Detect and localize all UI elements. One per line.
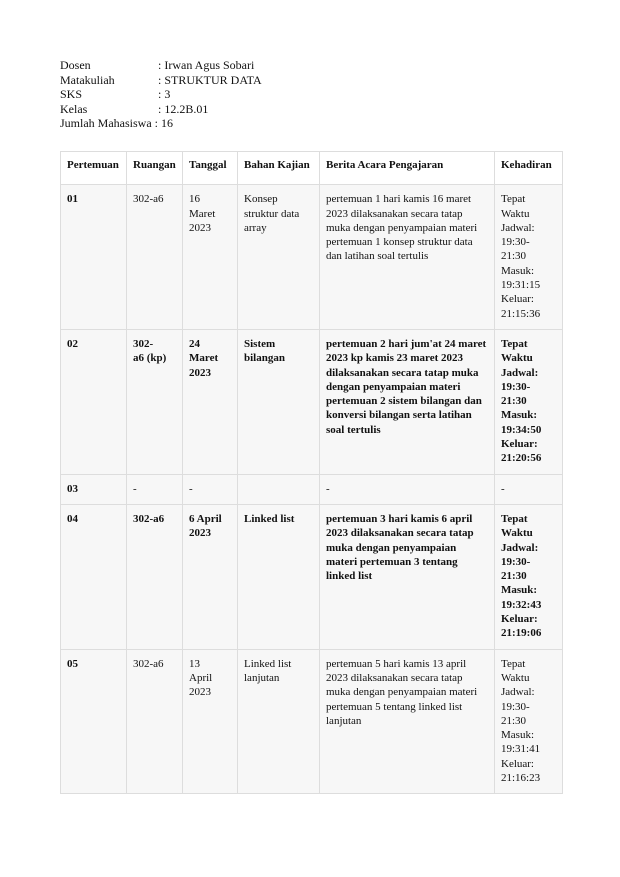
cell-ruangan: 302-a6 — [127, 185, 183, 330]
header-row-kelas — [60, 102, 262, 117]
cell-tanggal: 16 Maret 2023 — [183, 185, 238, 330]
header-separator: : — [154, 116, 158, 130]
cell-berita-acara: pertemuan 5 hari kamis 13 april 2023 dilaksanakan secara tatap muka dengan penyampaian materi pertemuan 5 tentang linked list lanjutan — [320, 649, 495, 794]
course-info-header — [60, 58, 262, 131]
cell-tanggal: 24 Maret 2023 — [183, 329, 238, 474]
cell-berita-acara: pertemuan 2 hari jum'at 24 maret 2023 kp kamis 23 maret 2023 dilaksanakan secara tatap muka dengan penyampaian materi pertemuan 2 sistem bilangan dan konversi bilangan serta latihan soal tertulis — [320, 329, 495, 474]
cell-berita-acara: - — [320, 474, 495, 504]
cell-tanggal: 13 April 2023 — [183, 649, 238, 794]
cell-pertemuan: 02 — [61, 329, 127, 474]
column-header-kehadiran: Kehadiran — [495, 152, 563, 185]
header-label: Jumlah Mahasiswa — [60, 116, 152, 130]
column-header-tanggal: Tanggal — [183, 152, 238, 185]
header-value-jumlah-mahasiswa: 16 — [161, 116, 173, 130]
table-header-row — [61, 152, 563, 185]
header-separator: : — [158, 58, 162, 72]
cell-bahan-kajian: Linked list lanjutan — [238, 649, 320, 794]
header-label: Matakuliah — [60, 72, 115, 87]
header-row-matakuliah — [60, 73, 262, 88]
cell-ruangan: - — [127, 474, 183, 504]
header-label: SKS — [60, 87, 83, 101]
header-separator: : — [158, 72, 162, 87]
cell-berita-acara: pertemuan 1 hari kamis 16 maret 2023 dilaksanakan secara tatap muka dengan penyampaian materi pertemuan 1 konsep struktur data dan latihan soal tertulis — [320, 185, 495, 330]
cell-tanggal: 6 April 2023 — [183, 504, 238, 649]
cell-kehadiran: Tepat Waktu Jadwal: 19:30- 21:30 Masuk: 19:32:43 Keluar: 21:19:06 — [495, 504, 563, 649]
cell-bahan-kajian: Konsep struktur data array — [238, 185, 320, 330]
header-value-dosen: Irwan Agus Sobari — [164, 58, 255, 72]
cell-berita-acara: pertemuan 3 hari kamis 6 april 2023 dilaksanakan secara tatap muka dengan penyampaian materi pertemuan 3 tentang linked list — [320, 504, 495, 649]
column-header-bahan-kajian: Bahan Kajian — [238, 152, 320, 185]
table-row — [61, 185, 563, 330]
header-row-dosen — [60, 58, 262, 73]
table-row — [61, 504, 563, 649]
header-value-matakuliah: STRUKTUR DATA — [164, 72, 262, 87]
table-row — [61, 474, 563, 504]
header-separator: : — [158, 101, 162, 116]
table-row — [61, 649, 563, 794]
cell-bahan-kajian: Sistem bilangan — [238, 329, 320, 474]
header-row-sks — [60, 87, 262, 102]
table-row — [61, 329, 563, 474]
cell-kehadiran: Tepat Waktu Jadwal: 19:30- 21:30 Masuk: 19:34:50 Keluar: 21:20:56 — [495, 329, 563, 474]
cell-kehadiran: Tepat Waktu Jadwal: 19:30- 21:30 Masuk: 19:31:41 Keluar: 21:16:23 — [495, 649, 563, 794]
header-label: Dosen — [60, 58, 91, 72]
cell-pertemuan: 01 — [61, 185, 127, 330]
header-value-sks: 3 — [164, 87, 171, 101]
cell-kehadiran: - — [495, 474, 563, 504]
cell-pertemuan: 03 — [61, 474, 127, 504]
cell-pertemuan: 04 — [61, 504, 127, 649]
cell-bahan-kajian: Linked list — [238, 504, 320, 649]
cell-ruangan: 302- a6 (kp) — [127, 329, 183, 474]
column-header-ruangan: Ruangan — [127, 152, 183, 185]
header-value-kelas: 12.2B.01 — [164, 101, 209, 116]
column-header-pertemuan: Pertemuan — [61, 152, 127, 185]
header-label: Kelas — [60, 101, 88, 116]
cell-tanggal: - — [183, 474, 238, 504]
cell-kehadiran: Tepat Waktu Jadwal: 19:30- 21:30 Masuk: 19:31:15 Keluar: 21:15:36 — [495, 185, 563, 330]
header-row-jumlah-mahasiswa — [60, 116, 262, 131]
header-separator: : — [158, 87, 162, 101]
cell-pertemuan: 05 — [61, 649, 127, 794]
cell-ruangan: 302-a6 — [127, 649, 183, 794]
cell-bahan-kajian — [238, 474, 320, 504]
column-header-berita-acara: Berita Acara Pengajaran — [320, 152, 495, 185]
attendance-table — [60, 151, 563, 794]
cell-ruangan: 302-a6 — [127, 504, 183, 649]
